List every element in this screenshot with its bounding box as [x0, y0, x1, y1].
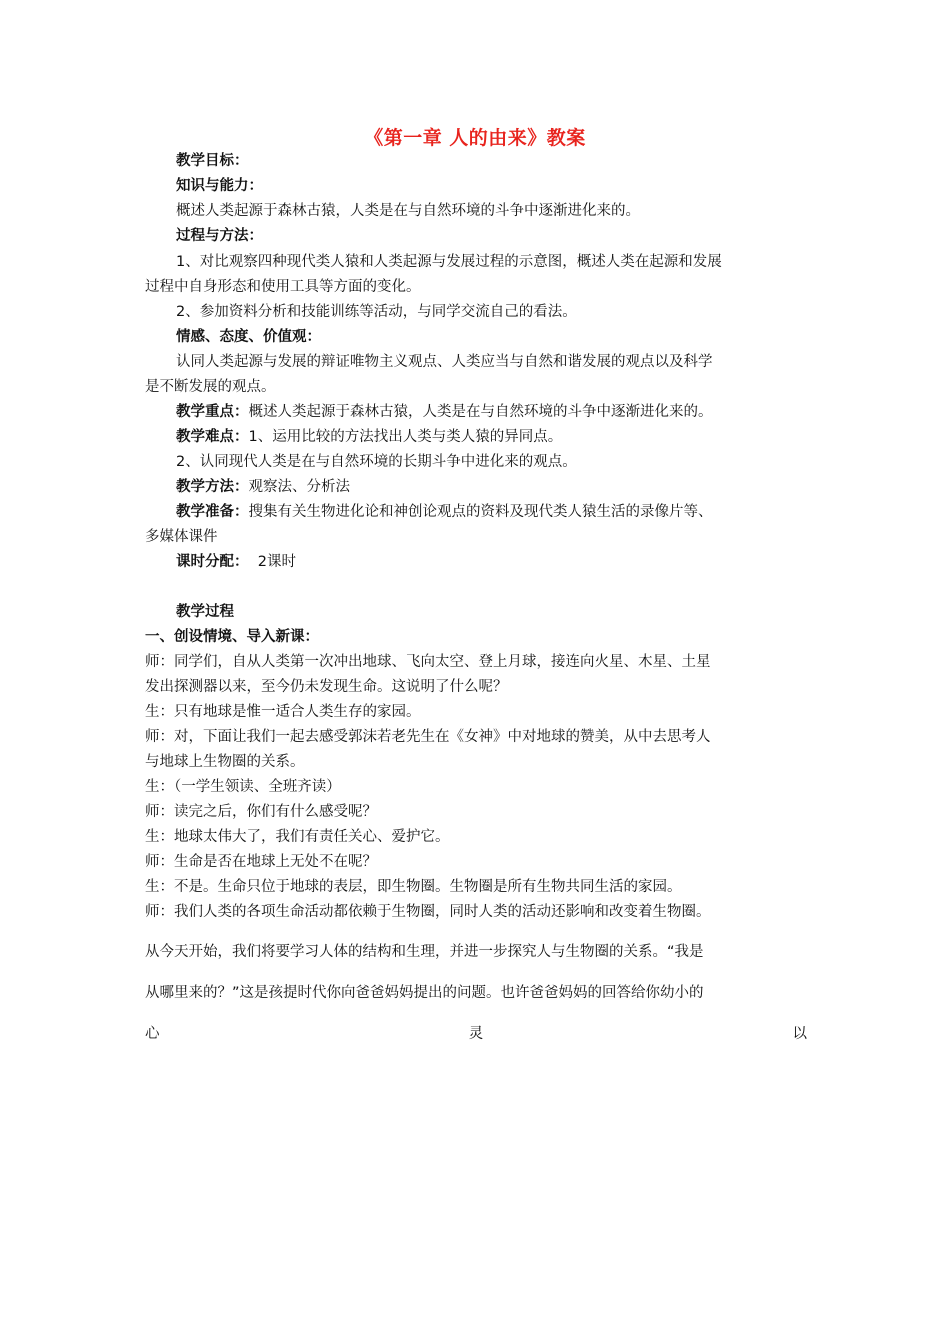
dialogue-line: 师：同学们，自从人类第一次冲出地球、飞向太空、登上月球，接连向火星、木星、土星 — [145, 654, 711, 670]
paragraph-line3 — [145, 1024, 807, 1044]
dialogue-line: 与地球上生物圈的关系。 — [145, 754, 305, 770]
key-points-label: 教学重点： — [176, 404, 249, 420]
preparation-line2: 多媒体课件 — [145, 529, 218, 545]
dialogue-line: 师：我们人类的各项生命活动都依赖于生物圈，同时人类的活动还影响和改变着生物圈。 — [145, 904, 711, 920]
preparation — [176, 502, 713, 522]
difficulties-item1: 1、运用比较的方法找出人类与类人猿的异同点。 — [248, 429, 563, 445]
methods-text: 观察法、分析法 — [248, 479, 350, 495]
preparation-label: 教学准备： — [176, 504, 249, 520]
process-item1-line1: 1、对比观察四种现代类人猿和人类起源与发展过程的示意图，概述人类在起源和发展 — [176, 254, 722, 270]
knowledge-text: 概述人类起源于森林古猿，人类是在与自然环境的斗争中逐渐进化来的。 — [176, 203, 640, 219]
dialogue-line: 生：地球太伟大了，我们有责任关心、爱护它。 — [145, 829, 450, 845]
preparation-line1: 搜集有关生物进化论和神创论观点的资料及现代类人猿生活的录像片等、 — [248, 504, 713, 520]
section1-heading: 一、创设情境、导入新课： — [145, 629, 319, 645]
process-item1-line2: 过程中自身形态和使用工具等方面的变化。 — [145, 279, 421, 295]
process-method-heading: 过程与方法： — [176, 228, 263, 244]
paragraph-char: 以 — [792, 1026, 807, 1042]
emotion-heading: 情感、态度、价值观： — [176, 329, 321, 345]
dialogue-line: 师：生命是否在地球上无处不在呢？ — [145, 854, 377, 870]
dialogue-line: 师：对，下面让我们一起去感受郭沫若老先生在《女神》中对地球的赞美，从中去思考人 — [145, 729, 711, 745]
dialogue-line: 生：不是。生命只位于地球的表层，即生物圈。生物圈是所有生物共同生活的家园。 — [145, 879, 682, 895]
paragraph-line1: 从今天开始，我们将要学习人体的结构和生理，并进一步探究人与生物圈的关系。“我是 — [145, 944, 704, 960]
dialogue-line: 生：只有地球是惟一适合人类生存的家园。 — [145, 704, 421, 720]
teaching-process-heading: 教学过程 — [176, 604, 234, 620]
schedule-label: 课时分配： — [176, 554, 249, 570]
difficulties-label: 教学难点： — [176, 429, 249, 445]
key-points-text: 概述人类起源于森林古猿，人类是在与自然环境的斗争中逐渐进化来的。 — [248, 404, 713, 420]
page-title: 《第一章 人的由来》教案 — [364, 127, 586, 149]
paragraph-char: 心 — [145, 1026, 160, 1042]
key-points — [176, 402, 713, 422]
process-item2: 2、参加资料分析和技能训练等活动，与同学交流自己的看法。 — [176, 304, 577, 320]
paragraph-char: 灵 — [468, 1026, 484, 1042]
paragraph-line2: 从哪里来的？”这是孩提时代你向爸爸妈妈提出的问题。也许爸爸妈妈的回答给你幼小的 — [145, 985, 704, 1001]
knowledge-heading: 知识与能力： — [176, 178, 263, 194]
objectives-heading: 教学目标： — [176, 153, 249, 169]
methods — [176, 477, 350, 497]
schedule-text: 2课时 — [257, 554, 296, 570]
emotion-line1: 认同人类起源与发展的辩证唯物主义观点、人类应当与自然和谐发展的观点以及科学 — [176, 354, 713, 370]
dialogue-line: 师：读完之后，你们有什么感受呢？ — [145, 804, 377, 820]
difficulties — [176, 427, 562, 447]
methods-label: 教学方法： — [176, 479, 249, 495]
schedule — [176, 552, 296, 572]
emotion-line2: 是不断发展的观点。 — [145, 379, 276, 395]
dialogue-line: 生：（一学生领读、全班齐读） — [145, 779, 341, 795]
dialogue-line: 发出探测器以来，至今仍未发现生命。这说明了什么呢？ — [145, 679, 508, 695]
difficulties-item2: 2、认同现代人类是在与自然环境的长期斗争中进化来的观点。 — [176, 454, 577, 470]
